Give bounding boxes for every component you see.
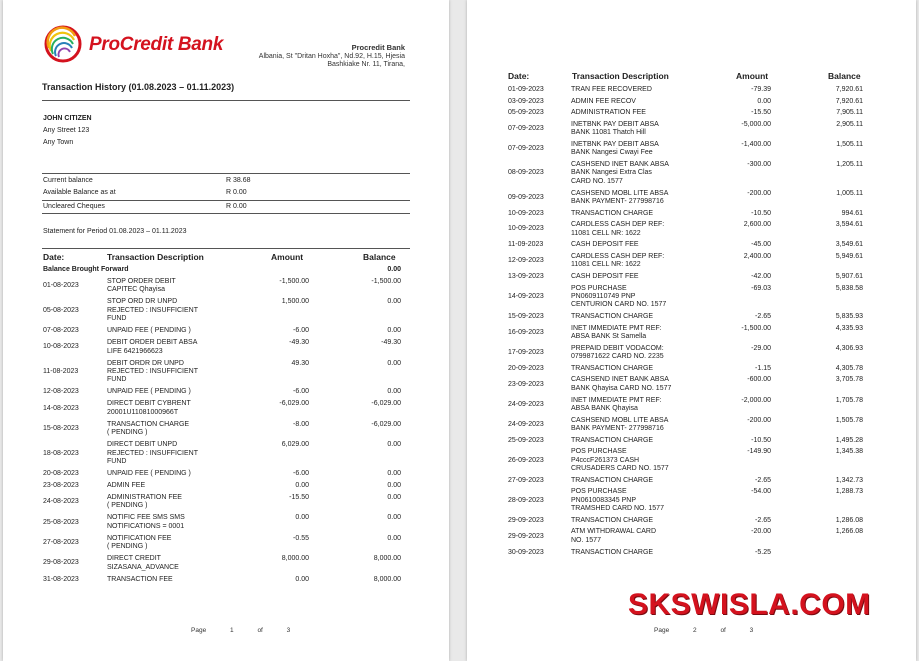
row-balance: 2,905.11 [836,120,863,128]
divider [42,200,410,201]
row-amount: 1,500.00 [281,298,309,306]
bank-address [259,44,405,70]
row-description: ADMIN FEE [107,482,146,489]
row-amount: -6.00 [293,327,309,335]
table-row [508,549,863,557]
row-amount: -0.55 [293,534,309,542]
page-footer [191,627,312,634]
table-row [508,376,863,393]
row-description: ADMINISTRATION FEE [571,109,646,117]
row-amount: -15.50 [289,494,309,501]
row-amount: -6.00 [293,388,309,396]
table-row [508,345,863,362]
row-date: 20-08-2023 [43,470,79,477]
row-date: 29-09-2023 [508,516,544,524]
footer-of-label: of [257,627,263,634]
row-description: DEBIT ORDER DEBIT ABSA LIFE 6421966623 [107,339,198,355]
row-description: TRANSACTION CHARGE [571,313,654,321]
table-row [43,327,401,335]
header-description: Transaction Description [107,252,204,262]
balance-value: R 0.00 [226,189,247,196]
table-row [43,482,401,490]
row-amount: 49.30 [291,359,309,367]
row-description: CASHSEND INET BANK ABSA BANK Nangesi Extra Clas CARD NO. 1577 [571,161,669,185]
row-description: CASHSEND MOBL LITE ABSA BANK PAYMENT- 277998716 [571,416,669,432]
table-row [508,313,863,321]
table-row [508,98,863,106]
row-balance: -49.30 [381,339,401,347]
row-balance: 3,705.78 [835,376,863,384]
row-balance: 1,266.08 [835,528,863,536]
row-description: CASHSEND INET BANK ABSA BANK Qhayisa CARD NO. 1577 [571,376,672,392]
row-description: POS PURCHASE PN0609110749 PNP CENTURION CARD NO. 1577 [571,284,667,309]
row-balance: 0.00 [387,534,401,542]
row-balance: 0.00 [387,388,401,396]
row-date: 01-09-2023 [508,86,544,93]
row-balance: 1,505.78 [835,416,863,424]
footer-page-label: Page [654,627,670,634]
row-description: PREPAID DEBIT VODACOM: 0799871622 CARD NO. 2235 [571,344,664,361]
row-balance: 8,000.00 [373,555,401,563]
row-description: TRANSACTION CHARGE [571,516,654,524]
row-amount: -149.90 [747,448,771,456]
balance-label: Uncleared Cheques [43,203,105,210]
table-row [508,190,863,207]
table-row [43,470,401,478]
row-balance: 4,306.93 [835,344,863,352]
row-description: INET IMMEDIATE PMT REF: ABSA BANK St Samella [571,324,662,341]
row-description: CARDLESS CASH DEP REF: 11081 CELL NR: 1622 [571,252,665,269]
table-row [508,109,863,117]
row-balance: 0.00 [387,482,401,489]
row-description: ADMINISTRATION FEE ( PENDING ) [107,494,182,510]
bank-address-line2: Bashkiake Nr. 11, Tirana, [327,61,405,68]
row-balance: 4,335.93 [835,324,863,332]
table-row [508,161,863,186]
row-balance: 7,905.11 [836,109,863,117]
row-date: 18-08-2023 [43,449,79,457]
row-balance: -6,029.00 [371,420,401,428]
row-amount: -5,000.00 [741,120,771,128]
row-date: 10-09-2023 [508,209,544,217]
row-balance: 8,000.00 [373,575,401,583]
row-description: POS PURCHASE P4cccF261373 CASH CRUSADERS CARD NO. 1577 [571,448,669,473]
row-description: CASH DEPOSIT FEE [571,272,639,280]
row-amount: -5.25 [755,548,771,556]
row-amount: 0.00 [757,97,771,105]
row-date: 12-09-2023 [508,257,544,265]
row-date: 31-08-2023 [43,575,79,583]
bank-address-line1: Albania, St "Dritan Hoxha", Nd.92, H.15, Hjesia [258,52,405,60]
row-amount: 8,000.00 [281,555,309,563]
footer-page-total: 3 [749,627,754,634]
row-description: ATM WITHDRAWAL CARD NO. 1577 [571,528,657,544]
row-date: 07-09-2023 [508,145,544,153]
bank-name-logo: ProCredit Bank [89,34,224,55]
footer-of-label: of [720,627,726,634]
row-date: 29-09-2023 [508,532,544,540]
customer-block [43,113,92,149]
row-amount: -42.00 [751,272,771,280]
row-amount: -45.00 [751,241,771,249]
row-description: TRANSACTION CHARGE [571,476,654,484]
bbf-label: Balance Brought Forward [43,266,129,273]
row-balance: 1,205.11 [836,161,863,169]
logo-rainbow-icon [43,24,83,64]
table-row [43,535,401,552]
balance-label: Current balance [43,177,93,184]
row-balance: 3,594.61 [835,221,863,229]
table-row [508,448,863,473]
row-amount: -79.39 [751,86,771,93]
row-balance: 0.00 [387,470,401,477]
row-date: 23-08-2023 [43,482,79,489]
row-date: 16-09-2023 [508,328,544,336]
row-description: UNPAID FEE ( PENDING ) [107,470,191,477]
header-balance: Balance [828,71,861,81]
bank-address-name: Procredit Bank [351,43,405,52]
row-balance: 5,949.61 [835,252,863,260]
row-amount: -2.65 [755,476,771,484]
balance-value: R 38.68 [226,177,251,184]
row-amount: -2.65 [755,313,771,321]
row-date: 14-08-2023 [43,404,79,412]
row-description: TRANSACTION CHARGE [571,436,654,444]
row-amount: -54.00 [751,488,771,496]
row-amount: -10.50 [751,209,771,217]
row-date: 27-08-2023 [43,538,79,546]
divider [42,100,410,101]
row-amount: -600.00 [747,376,771,384]
statement-page-2 [467,0,916,661]
row-amount: -20.00 [751,528,771,536]
table-row [508,397,863,414]
row-balance: 4,305.78 [835,364,863,372]
row-amount: -10.50 [751,436,771,444]
table-row [508,488,863,513]
row-balance: 0.00 [387,494,401,501]
table-row [508,528,863,545]
row-amount: -6.00 [293,470,309,477]
table-row [508,253,863,270]
row-description: UNPAID FEE ( PENDING ) [107,388,191,396]
row-balance: 5,907.61 [835,272,863,280]
row-date: 01-08-2023 [43,282,79,290]
row-date: 15-08-2023 [43,424,79,432]
row-date: 10-08-2023 [43,343,79,351]
row-balance: 7,920.61 [835,86,863,93]
row-amount: -69.03 [751,284,771,292]
row-description: TRANSACTION FEE [107,575,173,583]
statement-page-1 [3,0,449,661]
footer-page-number: 2 [693,627,697,634]
row-description: CASH DEPOSIT FEE [571,241,639,249]
row-balance: 1,705.78 [835,396,863,404]
row-description: STOP ORDER DEBIT CAPITEC Qhayisa [107,278,176,294]
row-amount: -2,000.00 [741,396,771,404]
divider [42,213,410,214]
row-date: 10-09-2023 [508,225,544,233]
table-row [43,421,401,438]
row-amount: -300.00 [747,161,771,169]
row-balance: 0.00 [387,514,401,522]
row-date: 15-09-2023 [508,313,544,321]
row-date: 20-09-2023 [508,364,544,372]
table-row [508,437,863,445]
row-amount: 2,400.00 [743,252,771,260]
table-row [508,273,863,281]
row-description: NOTIFIC FEE SMS SMS NOTIFICATIONS = 0001 [107,514,185,530]
balance-brought-forward [43,266,401,273]
row-description: DIRECT DEBIT CYBRENT 20001U11081000966T [107,400,191,416]
row-balance: 1,345.38 [835,448,863,456]
row-amount: -29.00 [751,344,771,352]
bank-logo [43,24,233,66]
row-amount: 0.00 [295,514,309,522]
header-amount: Amount [736,71,769,81]
balance-label: Available Balance as at [43,189,116,196]
row-amount: 6,029.00 [281,441,309,449]
row-balance: 1,005.11 [836,189,863,197]
row-date: 13-09-2023 [508,272,544,280]
row-balance: 1,288.73 [835,488,863,496]
row-date: 30-09-2023 [508,548,544,556]
row-amount: -200.00 [747,416,771,424]
header-amount: Amount [271,252,304,262]
footer-page-label: Page [191,627,207,634]
row-date: 12-08-2023 [43,388,79,396]
row-amount: -8.00 [293,420,309,428]
row-description: TRANSACTION CHARGE ( PENDING ) [107,420,190,437]
table-row [508,517,863,525]
row-date: 03-09-2023 [508,97,544,105]
row-description: NOTIFICATION FEE ( PENDING ) [107,534,172,551]
table-row [508,325,863,342]
row-balance: 7,920.61 [835,97,863,105]
row-date: 14-09-2023 [508,292,544,300]
row-balance: -1,500.00 [371,278,401,285]
row-balance: -6,029.00 [371,400,401,408]
table-row [43,555,401,572]
row-description: TRAN FEE RECOVERED [571,86,652,93]
table-row [43,400,401,417]
row-date: 28-09-2023 [508,496,544,504]
row-date: 25-09-2023 [508,436,544,444]
table-row [508,285,863,310]
row-description: DIRECT DEBIT UNPD REJECTED : INSUFFICIENT FUND [107,441,199,465]
row-balance: 0.00 [387,441,401,449]
row-description: INETBNK PAY DEBIT ABSA BANK 11081 Thatch Hill [571,120,659,137]
table-row [43,298,401,323]
page-footer [654,627,775,634]
customer-street: Any Street 123 [43,127,90,134]
table-row [43,441,401,466]
row-amount: -1,500.00 [741,324,771,332]
row-balance: 1,505.11 [836,141,863,148]
customer-town: Any Town [43,139,74,146]
table-row [43,278,401,295]
row-balance: 1,342.73 [835,476,863,484]
statement-period: Statement for Period 01.08.2023 – 01.11.2023 [43,228,187,235]
row-date: 08-09-2023 [508,169,544,177]
row-amount: -49.30 [289,339,309,347]
row-balance: 1,495.28 [835,436,863,444]
row-amount: -1.15 [755,364,771,372]
bbf-value: 0.00 [387,266,401,273]
table-row [508,221,863,238]
header-balance: Balance [363,252,396,262]
row-date: 25-08-2023 [43,518,79,526]
row-amount: -1,500.00 [279,278,309,285]
table-row [508,121,863,138]
row-date: 07-08-2023 [43,327,79,335]
row-description: CARDLESS CASH DEP REF: 11081 CELL NR: 1622 [571,221,665,237]
row-description: TRANSACTION CHARGE [571,209,654,217]
row-date: 24-09-2023 [508,400,544,408]
table-row [508,241,863,249]
row-date: 11-08-2023 [43,367,79,375]
row-description: ADMIN FEE RECOV [571,97,636,105]
row-description: DIRECT CREDIT SIZASANA_ADVANCE [107,555,179,571]
page-title: Transaction History (01.08.2023 – 01.11.2023) [42,82,235,92]
table-row [43,494,401,511]
row-date: 23-09-2023 [508,380,544,388]
row-date: 29-08-2023 [43,559,79,567]
row-amount: -1,400.00 [741,141,771,148]
header-date: Date: [43,252,65,262]
row-date: 24-08-2023 [43,498,79,506]
table-row [508,477,863,485]
row-description: TRANSACTION CHARGE [571,548,654,556]
row-description: STOP ORD DR UNPD REJECTED : INSUFFICIENT FUND [107,298,199,323]
row-amount: 0.00 [295,575,309,583]
row-description: INETBNK PAY DEBIT ABSA BANK Nangesi Cwayi Fee [571,141,659,157]
row-description: TRANSACTION CHARGE [571,364,654,372]
header-description: Transaction Description [572,71,669,81]
row-balance: 0.00 [387,359,401,367]
row-balance: 3,549.61 [835,241,863,249]
row-date: 27-09-2023 [508,476,544,484]
row-balance: 0.00 [387,298,401,306]
row-amount: -200.00 [747,189,771,197]
balance-value: R 0.00 [226,203,247,210]
row-description: DEBIT ORDR DR UNPD REJECTED : INSUFFICIENT FUND [107,359,199,384]
table-row [43,514,401,531]
divider [42,248,410,249]
row-balance: 1,286.08 [835,516,863,524]
table-row [43,576,401,584]
row-date: 05-09-2023 [508,109,544,117]
header-date: Date: [508,71,530,81]
row-balance: 5,835.93 [835,313,863,321]
row-description: CASHSEND MOBL LITE ABSA BANK PAYMENT- 277998716 [571,189,669,205]
table-row [508,210,863,218]
table-row [508,417,863,434]
table-row [43,360,401,385]
table-row [508,365,863,373]
row-amount: -15.50 [751,109,771,117]
row-amount: 2,600.00 [743,221,771,229]
customer-name: JOHN CITIZEN [43,115,92,122]
table-row [43,388,401,396]
footer-page-number: 1 [230,627,234,634]
row-description: POS PURCHASE PN0610083345 PNP TRAMSHED CARD NO. 1577 [571,488,664,513]
row-amount: 0.00 [295,482,309,489]
footer-page-total: 3 [286,627,291,634]
row-date: 09-09-2023 [508,193,544,201]
row-date: 07-09-2023 [508,125,544,133]
table-row [508,141,863,158]
row-date: 17-09-2023 [508,348,544,356]
row-date: 24-09-2023 [508,420,544,428]
current-balance-row [43,177,410,189]
row-description: UNPAID FEE ( PENDING ) [107,327,191,335]
watermark-text: SKSWISLA.COM [628,588,871,621]
table-row [508,86,863,94]
row-amount: -2.65 [755,516,771,524]
row-amount: -6,029.00 [279,400,309,408]
divider [42,173,410,174]
row-balance: 994.61 [841,209,863,217]
row-description: INET IMMEDIATE PMT REF: ABSA BANK Qhayisa [571,396,662,412]
table-row [43,339,401,356]
row-date: 11-09-2023 [508,241,544,249]
row-balance: 5,838.58 [835,284,863,292]
row-date: 05-08-2023 [43,306,79,314]
row-date: 26-09-2023 [508,456,544,464]
row-balance: 0.00 [387,327,401,335]
